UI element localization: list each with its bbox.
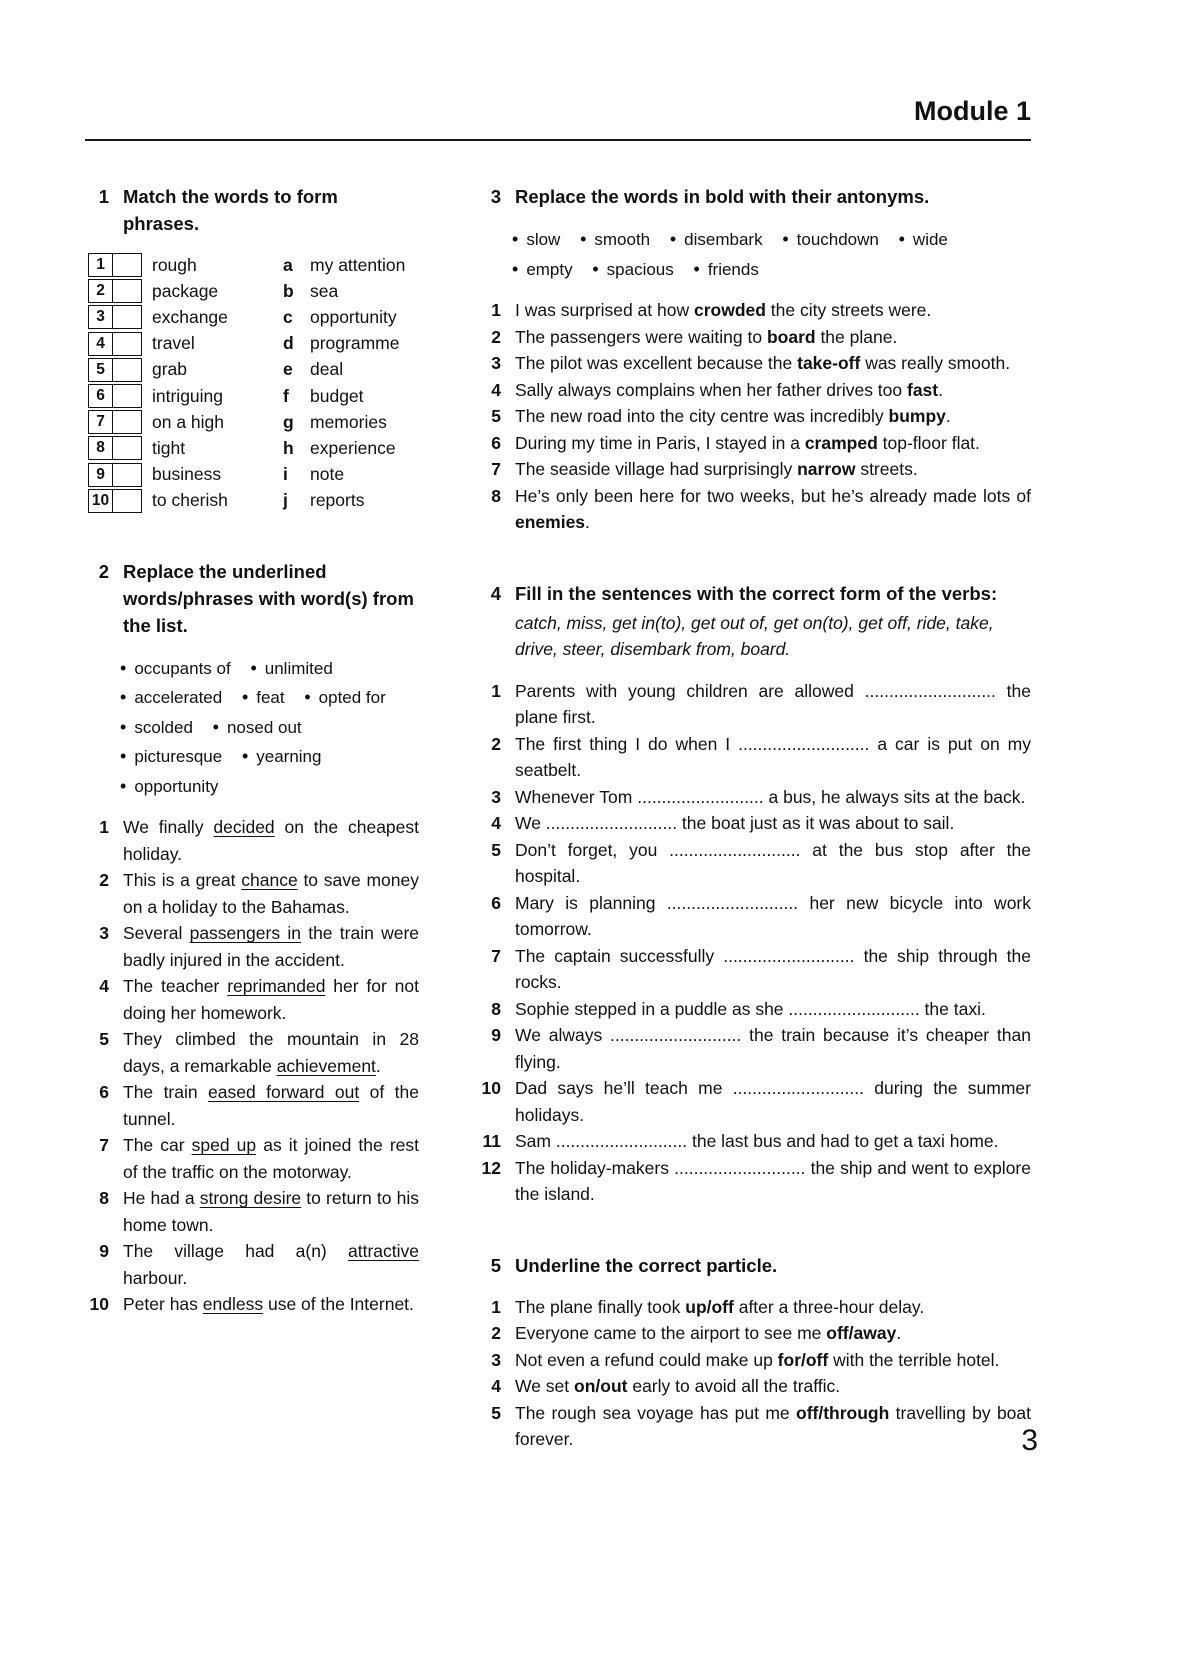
sentence-number: 3 [491,786,501,807]
sentence-row [85,920,419,973]
sentence-row [477,784,1031,811]
item-number-box: 7 [88,410,113,434]
word-label: feat [256,688,285,708]
sentence-text: Sally always complains when her father drives too fast. [515,379,943,400]
sentence-text: The passengers were waiting to board the plane. [515,326,898,347]
bullet-icon: • [592,258,599,279]
match-row [85,435,419,461]
match-letter: d [283,333,294,354]
answer-box [113,410,142,434]
match-row [85,409,419,435]
word-list-item [120,713,193,743]
match-row [85,331,419,357]
bullet-icon: • [120,716,127,737]
sentence-text: The new road into the city centre was incredibly bumpy. [515,406,951,426]
match-row [85,462,419,488]
sentence-text: I was surprised at how crowded the city streets were. [515,300,932,320]
sentence-text: Peter has endless use of the Internet. [123,1294,414,1315]
sentence-number: 1 [491,680,501,701]
match-word: package [152,280,219,301]
sentence-number: 6 [491,432,501,453]
sentence-text: The rough sea voyage has put me off/through travelling by boat forever. [515,1402,1031,1449]
sentence-number: 9 [99,1241,109,1262]
page-number: 3 [1021,1424,1038,1457]
sentence-text: Sophie stepped in a puddle as she ........................... the taxi. [515,998,986,1019]
exercise-title: Match the words to form phrases. [123,186,338,234]
sentence-text: Mary is planning ........................... her new bicycle into work tomorrow. [515,892,1031,939]
match-letter: f [283,385,289,406]
match-phrase: budget [310,385,364,406]
word-label: accelerated [134,688,223,708]
word-list-item [512,255,573,285]
match-boxes [88,279,142,303]
match-boxes [88,410,142,434]
sentence-number: 1 [491,300,501,320]
exercise-number: 5 [490,1254,501,1276]
match-boxes [88,332,142,356]
match-word: on a high [152,411,225,432]
verb-list: catch, miss, get in(to), get out of, get on(to), get off, ride, take, drive, steer, disembark from, board. [515,612,994,659]
sentence-text: The train eased forward out of the tunnel. [123,1082,419,1129]
answer-box [113,463,142,487]
sentence-number: 9 [491,1025,501,1045]
answer-box [113,489,142,513]
word-list-item [120,683,222,713]
match-word: intriguing [152,385,224,406]
sentence-number: 2 [99,870,109,891]
sentence-row [477,890,1031,943]
word-label: scolded [134,717,193,737]
match-phrase: sea [310,280,339,301]
word-label: wide [912,230,948,249]
match-phrase: memories [310,411,387,432]
word-list-item [242,683,285,713]
sentence-text: The seaside village had surprisingly narrow streets. [515,459,918,479]
sentence-number: 3 [99,923,109,944]
item-number-box: 9 [88,463,113,487]
sentence-row [477,377,1031,404]
sentence-number: 7 [99,1135,109,1156]
sentence-text: Sam ........................... the last bus and had to get a taxi home. [515,1131,999,1151]
match-phrase: deal [310,359,344,380]
word-list-item [512,225,560,255]
module-title: Module 1 [913,96,1031,126]
bullet-icon: • [304,687,311,708]
word-label: smooth [594,230,651,249]
exercise-title: Replace the words in bold with their antonyms. [515,186,930,207]
sentence-row [477,1128,1031,1155]
sentence-row [477,324,1031,351]
sentence-text: Whenever Tom .......................... a bus, he always sits at the back. [515,786,1026,807]
match-boxes [88,253,142,277]
sentence-number: 4 [491,813,501,833]
sentence-number: 4 [491,379,501,400]
sentence-number: 3 [491,353,501,373]
sentence-number: 3 [491,1349,501,1370]
left-column [85,183,419,1453]
match-boxes [88,305,142,329]
sentence-number: 12 [481,1157,501,1178]
sentence-row [477,403,1031,430]
match-word: rough [152,254,197,275]
match-word: to cherish [152,490,228,511]
exercise-1-section [85,183,419,514]
module-header [85,96,1031,141]
match-row [85,278,419,304]
sentence-text: Several passengers in the train were badly injured in the accident. [123,923,420,970]
sentence-row [85,1079,419,1132]
sentence-row [477,483,1031,536]
word-list-item [213,713,302,743]
match-letter: h [283,437,294,458]
item-number-box: 6 [88,384,113,408]
word-label: opportunity [134,776,219,796]
sentence-number: 1 [99,817,109,838]
match-boxes [88,384,142,408]
answer-box [113,358,142,382]
exercise-number: 3 [490,186,501,207]
match-phrase: opportunity [310,306,397,327]
sentence-number: 7 [491,945,501,966]
sentence-row [477,1347,1031,1374]
sentence-text: The plane finally took up/off after a three-hour delay. [515,1296,925,1317]
word-label: picturesque [134,747,223,767]
word-list-item [120,654,231,684]
sentence-row [477,1373,1031,1400]
sentence-row [85,1185,419,1238]
word-list-item [242,742,322,772]
sentence-row [477,456,1031,483]
exercise-4-heading [477,580,1031,663]
bullet-icon: • [241,746,249,767]
sentence-text: The captain successfully ........................... the ship through the rocks. [515,945,1031,992]
sentence-row [477,1155,1031,1208]
item-number-box: 1 [88,253,113,277]
answer-box [113,332,142,356]
sentence-number: 2 [491,733,501,754]
exercise-5-heading [477,1252,1031,1279]
sentence-text: The first thing I do when I ........................... a car is put on my seatbelt. [515,733,1031,780]
word-label: spacious [606,259,674,279]
sentence-number: 5 [491,839,501,860]
match-table [85,252,419,514]
bullet-icon: • [693,258,700,279]
sentence-row [477,1022,1031,1075]
sentence-number: 4 [99,976,109,997]
word-list-item [580,225,650,255]
sentence-row [85,867,419,920]
bullet-icon: • [512,258,519,279]
item-number-box: 2 [88,279,113,303]
word-list-item [250,654,332,684]
sentence-text: The holiday-makers ........................... the ship and went to explore the island. [515,1157,1031,1204]
sentence-number: 6 [99,1082,109,1103]
word-list [477,225,1031,284]
match-row [85,304,419,330]
sentence-number: 5 [491,406,501,426]
exercise-4-section [477,580,1031,1208]
sentence-text: The village had a(n) attractive harbour. [123,1241,419,1288]
match-letter: g [283,411,294,432]
sentence-text: This is a great chance to save money on a holiday to the Bahamas. [123,870,419,917]
sentence-list [477,678,1031,1208]
sentence-row [477,678,1031,731]
match-boxes [88,463,142,487]
sentence-number: 6 [491,892,501,913]
word-list-item [592,255,673,285]
sentence-number: 8 [99,1188,109,1209]
sentence-number: 8 [491,998,501,1019]
bullet-icon: • [120,746,127,767]
word-list [85,654,419,802]
sentence-row [477,1320,1031,1347]
word-label: friends [707,259,759,279]
sentence-row [85,973,419,1026]
answer-box [113,436,142,460]
sentence-row [477,810,1031,837]
match-row [85,488,419,514]
item-number-box: 5 [88,358,113,382]
bullet-icon: • [241,687,249,708]
sentence-row [477,1294,1031,1321]
sentence-text: Not even a refund could make up for/off with the terrible hotel. [515,1349,1000,1370]
sentence-row [477,837,1031,890]
word-list-item [670,225,763,255]
sentence-number: 10 [89,1294,109,1315]
two-column-layout [85,183,1031,1453]
sentence-text: During my time in Paris, I stayed in a cramped top-floor flat. [515,432,980,453]
match-phrase: experience [310,437,396,458]
word-label: yearning [256,747,322,767]
exercise-number: 4 [490,582,501,604]
sentence-number: 2 [491,326,501,347]
exercise-number: 1 [98,186,109,207]
sentence-text: The car sped up as it joined the rest of the traffic on the motorway. [123,1135,419,1182]
match-phrase: reports [310,490,365,511]
match-phrase: my attention [310,254,406,275]
sentence-text: Parents with young children are allowed ........................... the plane first. [515,680,1031,727]
bullet-icon: • [212,716,219,737]
sentence-number: 8 [491,485,501,506]
word-label: empty [526,259,573,279]
item-number-box: 8 [88,436,113,460]
match-word: business [152,464,222,485]
word-label: opted for [318,688,386,708]
exercise-title: Fill in the sentences with the correct form of the verbs: [515,582,998,604]
answer-box [113,305,142,329]
bullet-icon: • [898,229,905,249]
sentence-row [477,996,1031,1023]
match-letter: e [283,359,293,380]
word-label: disembark [684,230,763,249]
word-list-item [899,225,948,255]
item-number-box: 4 [88,332,113,356]
sentence-text: They climbed the mountain in 28 days, a remarkable achievement. [123,1029,419,1076]
bullet-icon: • [250,657,257,678]
sentence-row [85,1132,419,1185]
exercise-number: 2 [98,560,109,582]
match-letter: j [283,490,288,511]
match-letter: i [283,464,288,485]
item-number-box: 3 [88,305,113,329]
match-row [85,383,419,409]
word-label: nosed out [226,717,302,737]
sentence-text: Don’t forget, you ........................... at the bus stop after the hospital. [515,839,1031,886]
exercise-2-heading [85,558,419,639]
match-phrase: programme [310,333,400,354]
word-label: slow [526,230,561,249]
match-word: exchange [152,306,228,327]
sentence-text: Dad says he’ll teach me ........................... during the summer holidays. [515,1078,1031,1125]
sentence-row [85,1291,419,1318]
sentence-row [477,943,1031,996]
sentence-row [477,297,1031,324]
bullet-icon: • [669,229,677,249]
match-word: grab [152,359,188,380]
sentence-row [477,731,1031,784]
page-content [85,96,1031,1453]
exercise-title: Replace the underlined words/phrases with word(s) from the list. [123,560,414,636]
answer-box [113,253,142,277]
match-letter: a [283,254,293,275]
word-list-item [120,772,218,802]
answer-box [113,384,142,408]
bullet-icon: • [580,229,587,249]
sentence-text: We always ........................... the train because it’s cheaper than flying. [515,1025,1031,1072]
sentence-row [85,1238,419,1291]
sentence-list [477,1294,1031,1453]
sentence-number: 5 [491,1402,501,1423]
word-label: occupants of [134,658,231,678]
exercise-title-block [515,580,1031,663]
sentence-list [477,297,1031,536]
sentence-row [477,350,1031,377]
sentence-text: He’s only been here for two weeks, but he’s already made lots of enemies. [515,485,1031,532]
bullet-icon: • [120,657,127,678]
word-label: touchdown [796,230,879,249]
sentence-row [477,1075,1031,1128]
match-word: tight [152,437,186,458]
match-boxes [88,358,142,382]
word-list-item [782,225,879,255]
sentence-text: We set on/out early to avoid all the traffic. [515,1376,841,1396]
bullet-icon: • [120,775,127,796]
sentence-text: We finally decided on the cheapest holiday. [123,817,420,864]
match-letter: b [283,280,294,301]
sentence-number: 10 [481,1078,501,1098]
sentence-text: Everyone came to the airport to see me off/away. [515,1323,902,1343]
item-number-box: 10 [88,489,113,513]
word-list-item [694,255,759,285]
sentence-row [85,814,419,867]
sentence-row [477,430,1031,457]
right-column [477,183,1031,1453]
word-list-item [304,683,385,713]
sentence-number: 7 [491,459,501,479]
exercise-1-heading [85,183,419,237]
sentence-list [85,814,419,1318]
sentence-text: He had a strong desire to return to his home town. [123,1188,419,1235]
answer-box [113,279,142,303]
sentence-text: The pilot was excellent because the take-off was really smooth. [515,353,1011,373]
word-label: unlimited [264,658,333,678]
exercise-2-section [85,558,419,1318]
sentence-number: 4 [491,1376,501,1396]
sentence-number: 1 [491,1296,501,1317]
bullet-icon: • [512,229,519,249]
match-row [85,252,419,278]
exercise-3-heading [477,183,1031,210]
bullet-icon: • [120,687,127,708]
match-boxes [88,489,142,513]
bullet-icon: • [782,229,789,249]
exercise-title: Underline the correct particle. [515,1254,778,1276]
match-word: travel [152,333,195,354]
exercise-5-section [477,1252,1031,1453]
sentence-text: We ........................... the boat just as it was about to sail. [515,813,955,833]
exercise-3-section [477,183,1031,536]
match-row [85,357,419,383]
sentence-number: 11 [482,1131,501,1151]
sentence-number: 5 [99,1029,109,1050]
sentence-row [477,1400,1031,1453]
sentence-text: The teacher reprimanded her for not doing her homework. [123,976,419,1023]
sentence-row [85,1026,419,1079]
match-letter: c [283,306,293,327]
word-list-item [120,742,222,772]
sentence-number: 2 [491,1323,501,1343]
match-boxes [88,436,142,460]
match-phrase: note [310,464,345,485]
